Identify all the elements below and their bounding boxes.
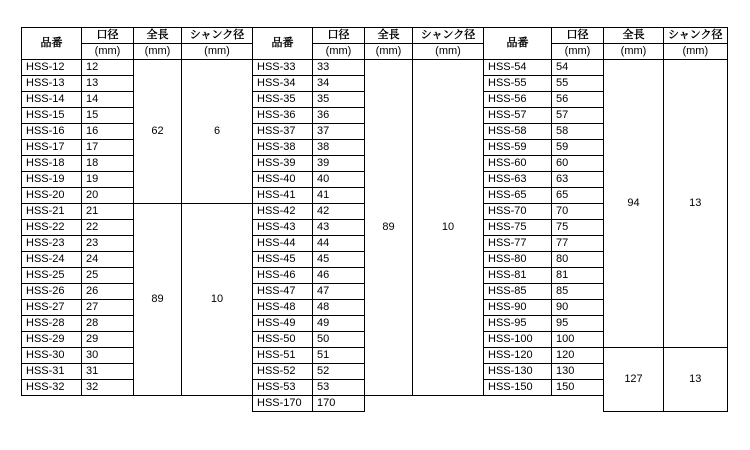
diameter-cell: 56 <box>552 92 604 108</box>
diameter-cell: 36 <box>313 108 365 124</box>
unit-length-3: (mm) <box>604 44 664 60</box>
part-number-cell: HSS-44 <box>253 236 313 252</box>
part-number-cell: HSS-13 <box>22 76 82 92</box>
part-number-cell: HSS-170 <box>253 396 313 412</box>
length-cell: 94 <box>604 60 664 348</box>
unit-shank-3: (mm) <box>664 44 728 60</box>
diameter-cell: 35 <box>313 92 365 108</box>
part-number-cell: HSS-14 <box>22 92 82 108</box>
diameter-cell: 150 <box>552 380 604 396</box>
diameter-cell: 43 <box>313 220 365 236</box>
diameter-cell: 54 <box>552 60 604 76</box>
diameter-cell: 120 <box>552 348 604 364</box>
diameter-cell: 18 <box>82 156 134 172</box>
unit-diameter-2: (mm) <box>313 44 365 60</box>
part-number-cell: HSS-33 <box>253 60 313 76</box>
diameter-cell: 23 <box>82 236 134 252</box>
diameter-cell: 58 <box>552 124 604 140</box>
part-number-cell: HSS-15 <box>22 108 82 124</box>
part-number-cell: HSS-31 <box>22 364 82 380</box>
part-number-cell: HSS-63 <box>484 172 552 188</box>
diameter-cell: 14 <box>82 92 134 108</box>
diameter-cell: 51 <box>313 348 365 364</box>
length-cell: 89 <box>365 60 413 396</box>
part-number-cell: HSS-75 <box>484 220 552 236</box>
part-number-cell: HSS-37 <box>253 124 313 140</box>
diameter-cell: 130 <box>552 364 604 380</box>
header-diameter-1: 口径 <box>82 28 134 44</box>
part-number-cell: HSS-77 <box>484 236 552 252</box>
shank-cell: 13 <box>664 60 728 348</box>
diameter-cell: 81 <box>552 268 604 284</box>
diameter-cell: 27 <box>82 300 134 316</box>
part-number-cell: HSS-39 <box>253 156 313 172</box>
part-number-cell: HSS-85 <box>484 284 552 300</box>
part-number-cell: HSS-17 <box>22 140 82 156</box>
part-number-cell: HSS-12 <box>22 60 82 76</box>
shank-cell: 13 <box>664 348 728 412</box>
part-number-cell: HSS-38 <box>253 140 313 156</box>
part-number-cell: HSS-46 <box>253 268 313 284</box>
header-name-1: 品番 <box>22 28 82 60</box>
part-number-cell: HSS-18 <box>22 156 82 172</box>
part-number-cell: HSS-53 <box>253 380 313 396</box>
length-cell: 89 <box>134 204 182 396</box>
header-diameter-2: 口径 <box>313 28 365 44</box>
empty-cell <box>182 396 253 412</box>
empty-cell <box>22 396 82 412</box>
diameter-cell: 170 <box>313 396 365 412</box>
unit-shank-1: (mm) <box>182 44 253 60</box>
part-number-cell: HSS-19 <box>22 172 82 188</box>
diameter-cell: 59 <box>552 140 604 156</box>
part-number-cell: HSS-45 <box>253 252 313 268</box>
shank-cell: 10 <box>413 60 484 396</box>
header-row <box>22 28 728 44</box>
length-cell: 127 <box>604 348 664 412</box>
diameter-cell: 25 <box>82 268 134 284</box>
header-shank-2: シャンク径 <box>413 28 484 44</box>
diameter-cell: 63 <box>552 172 604 188</box>
part-number-cell: HSS-70 <box>484 204 552 220</box>
header-name-3: 品番 <box>484 28 552 60</box>
spec-table-body <box>22 28 728 412</box>
spec-table <box>21 27 728 412</box>
diameter-cell: 40 <box>313 172 365 188</box>
diameter-cell: 57 <box>552 108 604 124</box>
diameter-cell: 29 <box>82 332 134 348</box>
part-number-cell: HSS-41 <box>253 188 313 204</box>
diameter-cell: 53 <box>313 380 365 396</box>
diameter-cell: 50 <box>313 332 365 348</box>
diameter-cell: 32 <box>82 380 134 396</box>
diameter-cell: 31 <box>82 364 134 380</box>
diameter-cell: 30 <box>82 348 134 364</box>
diameter-cell: 21 <box>82 204 134 220</box>
diameter-cell: 24 <box>82 252 134 268</box>
diameter-cell: 26 <box>82 284 134 300</box>
diameter-cell: 65 <box>552 188 604 204</box>
part-number-cell: HSS-20 <box>22 188 82 204</box>
diameter-cell: 60 <box>552 156 604 172</box>
diameter-cell: 37 <box>313 124 365 140</box>
part-number-cell: HSS-49 <box>253 316 313 332</box>
part-number-cell: HSS-30 <box>22 348 82 364</box>
diameter-cell: 77 <box>552 236 604 252</box>
part-number-cell: HSS-21 <box>22 204 82 220</box>
diameter-cell: 33 <box>313 60 365 76</box>
part-number-cell: HSS-95 <box>484 316 552 332</box>
unit-length-2: (mm) <box>365 44 413 60</box>
unit-length-1: (mm) <box>134 44 182 60</box>
part-number-cell: HSS-50 <box>253 332 313 348</box>
diameter-cell: 100 <box>552 332 604 348</box>
part-number-cell: HSS-24 <box>22 252 82 268</box>
part-number-cell: HSS-65 <box>484 188 552 204</box>
diameter-cell: 16 <box>82 124 134 140</box>
unit-shank-2: (mm) <box>413 44 484 60</box>
part-number-cell: HSS-80 <box>484 252 552 268</box>
diameter-cell: 70 <box>552 204 604 220</box>
length-cell: 62 <box>134 60 182 204</box>
shank-cell: 10 <box>182 204 253 396</box>
diameter-cell: 45 <box>313 252 365 268</box>
part-number-cell: HSS-150 <box>484 380 552 396</box>
part-number-cell: HSS-55 <box>484 76 552 92</box>
part-number-cell: HSS-120 <box>484 348 552 364</box>
part-number-cell: HSS-42 <box>253 204 313 220</box>
diameter-cell: 48 <box>313 300 365 316</box>
diameter-cell: 90 <box>552 300 604 316</box>
part-number-cell: HSS-130 <box>484 364 552 380</box>
diameter-cell: 15 <box>82 108 134 124</box>
diameter-cell: 41 <box>313 188 365 204</box>
shank-cell: 6 <box>182 60 253 204</box>
diameter-cell: 75 <box>552 220 604 236</box>
header-length-3: 全長 <box>604 28 664 44</box>
part-number-cell: HSS-60 <box>484 156 552 172</box>
part-number-cell: HSS-23 <box>22 236 82 252</box>
header-shank-3: シャンク径 <box>664 28 728 44</box>
header-length-1: 全長 <box>134 28 182 44</box>
part-number-cell: HSS-29 <box>22 332 82 348</box>
part-number-cell: HSS-48 <box>253 300 313 316</box>
part-number-cell: HSS-26 <box>22 284 82 300</box>
diameter-cell: 47 <box>313 284 365 300</box>
part-number-cell: HSS-58 <box>484 124 552 140</box>
diameter-cell: 46 <box>313 268 365 284</box>
part-number-cell: HSS-57 <box>484 108 552 124</box>
part-number-cell: HSS-22 <box>22 220 82 236</box>
part-number-cell: HSS-47 <box>253 284 313 300</box>
part-number-cell: HSS-81 <box>484 268 552 284</box>
diameter-cell: 95 <box>552 316 604 332</box>
part-number-cell: HSS-52 <box>253 364 313 380</box>
part-number-cell: HSS-40 <box>253 172 313 188</box>
part-number-cell: HSS-27 <box>22 300 82 316</box>
diameter-cell: 55 <box>552 76 604 92</box>
part-number-cell: HSS-59 <box>484 140 552 156</box>
diameter-cell: 49 <box>313 316 365 332</box>
diameter-cell: 17 <box>82 140 134 156</box>
table-row <box>22 60 728 76</box>
part-number-cell: HSS-16 <box>22 124 82 140</box>
part-number-cell: HSS-54 <box>484 60 552 76</box>
diameter-cell: 44 <box>313 236 365 252</box>
part-number-cell: HSS-56 <box>484 92 552 108</box>
part-number-cell: HSS-34 <box>253 76 313 92</box>
diameter-cell: 38 <box>313 140 365 156</box>
part-number-cell: HSS-36 <box>253 108 313 124</box>
diameter-cell: 20 <box>82 188 134 204</box>
diameter-cell: 80 <box>552 252 604 268</box>
diameter-cell: 34 <box>313 76 365 92</box>
empty-cell <box>134 396 182 412</box>
header-name-2: 品番 <box>253 28 313 60</box>
unit-diameter-1: (mm) <box>82 44 134 60</box>
part-number-cell: HSS-35 <box>253 92 313 108</box>
empty-cell <box>82 396 134 412</box>
diameter-cell: 12 <box>82 60 134 76</box>
part-number-cell: HSS-51 <box>253 348 313 364</box>
diameter-cell: 85 <box>552 284 604 300</box>
diameter-cell: 28 <box>82 316 134 332</box>
part-number-cell: HSS-25 <box>22 268 82 284</box>
header-shank-1: シャンク径 <box>182 28 253 44</box>
diameter-cell: 22 <box>82 220 134 236</box>
diameter-cell: 39 <box>313 156 365 172</box>
unit-diameter-3: (mm) <box>552 44 604 60</box>
part-number-cell: HSS-43 <box>253 220 313 236</box>
diameter-cell: 13 <box>82 76 134 92</box>
header-length-2: 全長 <box>365 28 413 44</box>
diameter-cell: 52 <box>313 364 365 380</box>
part-number-cell: HSS-90 <box>484 300 552 316</box>
part-number-cell: HSS-28 <box>22 316 82 332</box>
unit-row <box>22 44 728 60</box>
part-number-cell: HSS-32 <box>22 380 82 396</box>
part-number-cell: HSS-100 <box>484 332 552 348</box>
diameter-cell: 42 <box>313 204 365 220</box>
diameter-cell: 19 <box>82 172 134 188</box>
header-diameter-3: 口径 <box>552 28 604 44</box>
